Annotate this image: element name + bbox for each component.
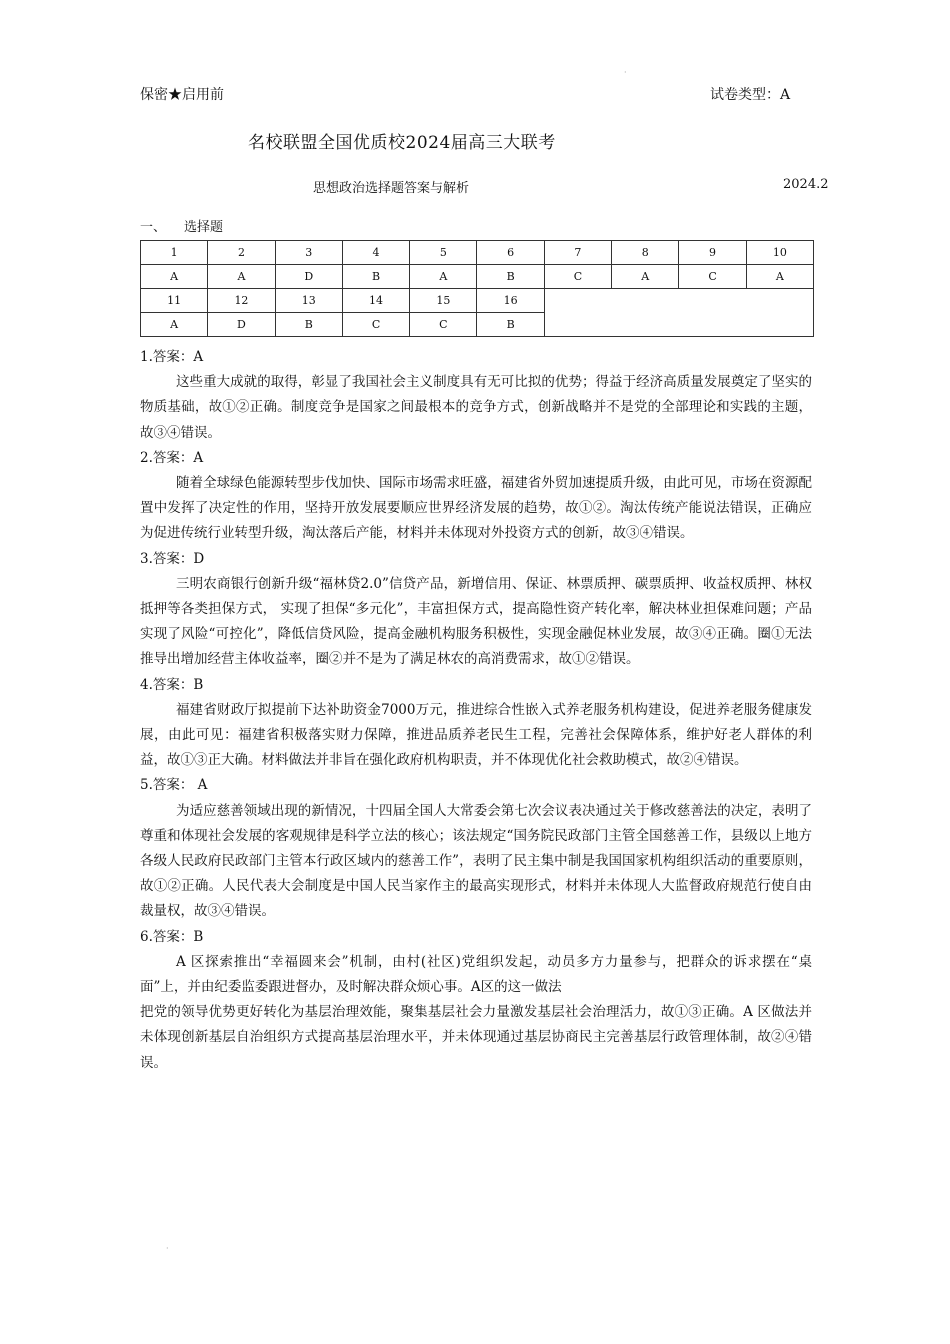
explanation-paragraph-continued: 把党的领导优势更好转化为基层治理效能，聚集基层社会力量激发基层社会治理活力，故①③正确。A 区做法并未体现创新基层自治组织方式提高基层治理水平，并未体现通过基层协商民主完善基层行政管理体制，故②④错误。: [140, 1004, 812, 1071]
table-row: [141, 265, 814, 289]
answer-cell: C: [342, 313, 409, 337]
question-number-cell: 6: [477, 241, 544, 265]
question-number-cell: 15: [410, 289, 477, 313]
answer-table: [140, 240, 814, 337]
table-row: [141, 241, 814, 265]
answer-heading: 3.答案：D: [140, 550, 205, 567]
answer-cell: B: [477, 265, 544, 289]
answer-heading: 2.答案：A: [140, 449, 204, 466]
answer-cell: A: [141, 313, 208, 337]
question-number-cell: 8: [612, 241, 679, 265]
question-number-cell: 3: [275, 241, 342, 265]
question-number-cell: 1: [141, 241, 208, 265]
answer-heading: 5.答案： A: [140, 777, 208, 794]
question-number-cell: 9: [679, 241, 746, 265]
exam-date: 2024.2: [783, 177, 829, 192]
table-row: [141, 289, 814, 313]
answer-cell: B: [342, 265, 409, 289]
question-number-cell: 16: [477, 289, 544, 313]
scan-speck: ·: [166, 1244, 169, 1253]
answer-cell: B: [477, 313, 544, 337]
explanation-paragraph: 这些重大成就的取得，彰显了我国社会主义制度具有无可比拟的优势；得益于经济高质量发展奠定了坚实的物质基础，故①②正确。制度竞争是国家之间最根本的竞争方式，创新战略并不是党的全部理论和实践的主题，故③④错误。: [140, 374, 812, 441]
empty-cell: [544, 289, 813, 337]
answer-cell: A: [141, 265, 208, 289]
exam-title: 名校联盟全国优质校2024届高三大联考: [248, 133, 556, 153]
paper-type-label: 试卷类型：A: [710, 87, 791, 103]
confidential-label: 保密★启用前: [140, 87, 224, 103]
answer-cell: C: [410, 313, 477, 337]
explanation-paragraph: 三明农商银行创新升级“福林贷2.0”信贷产品，新增信用、保证、林票质押、碳票质押、收益权质押、林权抵押等各类担保方式， 实现了担保“多元化”，丰富担保方式，提高隐性资产转化率，解决林业担保难问题；产品实现了风险“可控化”，降低信贷风险，提高金融机构服务积极性，实现金融促林业发展，故③④正确。圈①无法推导出增加经营主体收益率，圈②并不是为了满足林农的高消费需求，故①②错误。: [140, 575, 812, 668]
answer-cell: A: [208, 265, 275, 289]
question-number-cell: 2: [208, 241, 275, 265]
question-number-cell: 13: [275, 289, 342, 313]
answer-heading: 6.答案：B: [140, 928, 204, 945]
answer-cell: D: [275, 265, 342, 289]
answer-cell: B: [275, 313, 342, 337]
explanation-paragraph: 随着全球绿色能源转型步伐加快、国际市场需求旺盛，福建省外贸加速提质升级，由此可见，市场在资源配置中发挥了决定性的作用，坚持开放发展要顺应世界经济发展的趋势，故①②。淘汰传统产能说法错误，正确应为促进传统行业转型升级，淘汰落后产能，材料并未体现对外投资方式的创新，故③④错误。: [140, 475, 812, 542]
explanations: [140, 345, 812, 1076]
section-label: 选择题: [184, 220, 224, 235]
answer-cell: A: [746, 265, 813, 289]
answer-cell: A: [410, 265, 477, 289]
section-heading: [140, 216, 223, 235]
answer-heading: 4.答案：B: [140, 676, 204, 693]
section-number: 一、: [140, 220, 167, 235]
question-number-cell: 5: [410, 241, 477, 265]
question-number-cell: 4: [342, 241, 409, 265]
question-number-cell: 14: [342, 289, 409, 313]
answer-heading: 1.答案：A: [140, 349, 204, 365]
question-number-cell: 12: [208, 289, 275, 313]
answer-cell: C: [544, 265, 611, 289]
explanation-paragraph: 为适应慈善领域出现的新情况，十四届全国人大常委会第七次会议表决通过关于修改慈善法的决定，表明了尊重和体现社会发展的客观规律是科学立法的核心；该法规定“国务院民政部门主管全国慈善工作，县级以上地方各级人民政府民政部门主管本行政区域内的慈善工作”，表明了民主集中制是我国国家机构组织活动的重要原则，故①②正确。人民代表大会制度是中国人民当家作主的最高实现形式，材料并未体现人大监督政府规范行使自由裁量权，故③④错误。: [140, 802, 812, 920]
answer-cell: D: [208, 313, 275, 337]
answer-cell: A: [612, 265, 679, 289]
question-number-cell: 10: [746, 241, 813, 265]
explanation-paragraph: 福建省财政厅拟提前下达补助资金7000万元，推进综合性嵌入式养老服务机构建设，促进养老服务健康发展，由此可见：福建省积极落实财力保障，推进品质养老民生工程，完善社会保障体系，维护好老人群体的利益，故①③正大确。材料做法并非旨在强化政府机构职责，并不体现优化社会救助模式，故②④错误。: [140, 701, 812, 769]
explanation-paragraph: A 区探索推出“幸福圆来会”机制，由村(社区)党组织发起，动员多方力量参与，把群众的诉求摆在“桌面”上，并由纪委监委跟进督办，及时解决群众烦心事。A区的这一做法: [140, 953, 812, 996]
answer-subtitle: 思想政治选择题答案与解析: [313, 181, 470, 196]
scan-speck: ·: [624, 68, 627, 77]
question-number-cell: 7: [544, 241, 611, 265]
question-number-cell: 11: [141, 289, 208, 313]
answer-cell: C: [679, 265, 746, 289]
